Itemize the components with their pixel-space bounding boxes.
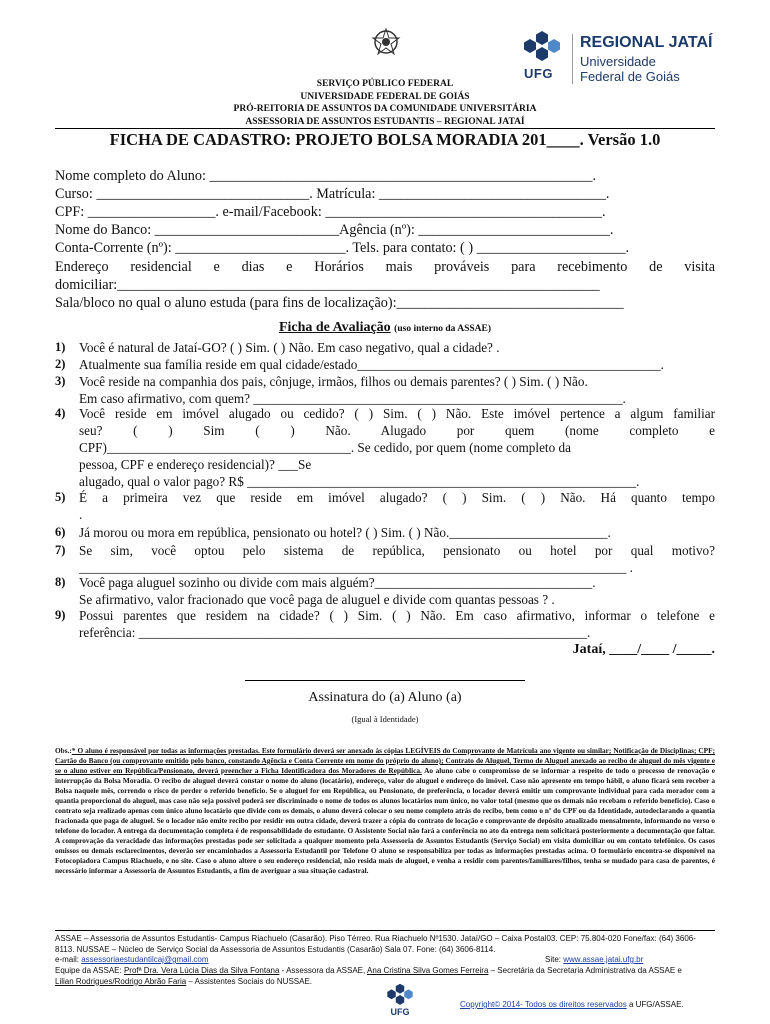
question-text: Você reside na companhia dos pais, cônjuge, irmãos, filhos ou demais parentes? ( ) Sim. ( ) Não. [79,374,588,389]
question-2[interactable] [55,356,715,373]
header-line-1: SERVIÇO PÚBLICO FEDERAL [316,79,454,89]
question-text: Já morou ou mora em república, pensionato ou hotel? ( ) Sim. ( ) Não.________________________. [79,525,611,540]
footer-contact [55,955,715,966]
obs-prefix: Obs.: [55,746,72,755]
question-text: ___________________________________________________________________________________ . [79,560,633,575]
question-text: pessoa, CPF e endereço residencial)? ___Se [79,457,312,472]
question-text: Atualmente sua família reside em qual cidade/estado______________________________________________. [79,357,664,372]
team-member-2: Ana Cristina Silva Gomes Ferreira [367,966,489,975]
question-text: Se afirmativo, valor fracionado que você paga de aluguel e divide com quantas pessoas ? . [79,592,555,607]
question-text: É a primeira vez que reside em imóvel alugado? ( ) Sim. ( ) Não. Há quanto tempo [79,490,715,505]
header-line-2: UNIVERSIDADE FEDERAL DE GOIÁS [300,91,470,102]
team-member-1: Profª Dra. Vera Lúcia Dias da Silva Fontana [123,966,280,975]
ufg-footer-text: UFG [390,1007,410,1017]
question-number: 4) [55,406,66,420]
question-8[interactable] [55,574,715,608]
question-text: seu? ( ) Sim ( ) Não. Alugado por quem (nome completo e [79,423,715,438]
question-text: Você paga aluguel sozinho ou divide com mais alguém?_________________________________. [79,575,596,590]
question-7[interactable] [55,542,715,576]
footer-email-label: e-mail: [55,955,82,964]
field-endereco-label: Endereço residencial e dias e Horários mais prováveis para recebimento de visita [55,259,715,275]
question-5[interactable] [55,489,715,523]
question-number: 5) [55,490,66,504]
footer-site-label: Site: [545,955,564,964]
question-number: 8) [55,575,66,589]
question-4[interactable] [55,405,715,490]
logo-title: REGIONAL JATAÍ [580,34,713,51]
footer-site-link[interactable]: www.assae.jatai.ufg.br [563,955,644,964]
question-6[interactable] [55,524,715,541]
footer-address: ASSAE – Assessoria de Assuntos Estudantis- Campus Riachuelo (Casarão). Piso Térreo. Rua Riachuelo Nº1530. Jataí/GO – Caixa Postal03. CEP: 75.804-020 Fone/fax: (64) 3606-8113. NUSSAE – Núcleo de Serviço Social da Assessoria de Assuntos Estudantis (Casarão) Sala 07. Fone: (64) 3606-8114. [55,934,696,954]
form-title: FICHA DE CADASTRO: PROJETO BOLSA MORADIA 201____. Versão 1.0 [109,130,661,149]
field-conta-tels[interactable]: Conta-Corrente (nº): ________________________. Tels. para contato: ( ) _____________________. [55,240,630,256]
logo-line-2: Federal de Goiás [580,69,680,84]
question-number: 7) [55,543,66,557]
footer-rule [55,930,715,931]
logo-ufg-text: UFG [524,66,553,81]
team-role-2: – Secretária da Secretaria Administrativa da ASSAE e [488,966,682,975]
field-cpf-email[interactable]: CPF: __________________. e-mail/Facebook: _______________________________________. [55,204,606,220]
question-text: CPF)_____________________________________. Se cedido, por quem (nome completo da [79,440,571,455]
team-role-3: – Assistentes Sociais do NUSSAE. [186,976,313,986]
copyright-link[interactable]: Copyright© 2014- Todos os direitos reservados [460,1000,627,1009]
question-number: 9) [55,608,66,622]
question-1[interactable] [55,339,715,356]
logo-divider [572,34,573,84]
signature-sub: (Igual à Identidade) [351,714,419,724]
field-banco-agencia[interactable]: Nome do Banco: __________________________Agência (nº): ___________________________. [55,222,614,238]
question-number: 1) [55,340,66,354]
footer-site [545,955,643,966]
question-text: Em caso afirmativo, com quem? ________________________________________________________. [79,391,626,406]
question-text: Se sim, você optou pelo sistema de república, pensionato ou hotel por qual motivo? [79,543,715,558]
team-member-3: Lilian Rodrigues/Rodrigo Abrão Faria [55,976,187,986]
header-rule [55,128,715,129]
question-text: . [79,507,83,522]
question-3[interactable] [55,373,715,407]
question-text: Possui parentes que residem na cidade? ( ) Sim. ( ) Não. Em caso afirmativo, informar o telefone e [79,608,715,623]
question-number: 6) [55,525,66,539]
question-9[interactable] [55,607,715,641]
field-domiciliar[interactable]: domiciliar:____________________________________________________________________ [55,277,600,293]
question-text: alugado, qual o valor pago? R$ ___________________________________________________________. [79,474,640,489]
field-sala-bloco[interactable]: Sala/bloco no qual o aluno estuda (para fins de localização):________________________________ [55,295,624,311]
observations [55,746,715,876]
question-text: Você é natural de Jataí-GO? ( ) Sim. ( ) Não. Em caso negativo, qual a cidade? . [79,340,500,355]
ufg-hexagon-icon [520,30,564,64]
copyright [460,1000,740,1009]
obs-rest: Ao aluno cabe o compromisso de se informar a respeito de todo o processo de renovação e interrupção da Bolsa Moradia. O recibo de aluguel deverá constar o nome do aluno (locatário), endereço, valor do aluguel e endereço do imóvel. Caso não apresente em tempo hábil, o aluno ficará sem receber a Bolsa naquele mês, correndo o risco de perder o referido benefício. Se o aluguel for em República, ou Pensionato, de preferência, o locador deverá emitir um comprovante individual para cada morador com a quantia proporcional do aluguel, mas caso não seja possível poderá ser discriminado o nome de todos os alunos locatários num único, no valor total (mesmo que os demais não recebam o referido benefício). Caso o contrato seja realizado apenas com único aluno locatário que divide com os demais, o aluno deverá colocar o seu nome completo atrás do recibo, bem como o nº do CPF ou da Identidade, autodeclarando a quantia fracionada que paga de aluguel. Se o locador não emite recibo por residir em outra cidade, deverá trazer a cópia do contrato de locação e comprovante de depósito atualizado mensalmente, informando no verso o telefone do locador. A entrega da documentação completa é de responsabilidade do estudante. O Assistente Social não fará a conferência no ato da entrega nem solicitará posteriormente a documentação que faltar. A comprovação da veracidade das informações prestadas pode ser solicitada a qualquer momento pela Assessoria de Assuntos Estudantis (Serviço Social) em visita domiciliar ou em contato telefônico. Os casos omissos ou demais esclarecimentos, deverão ser encaminhados a Assessoria Estudantil por Telefone O aluno se responsabiliza por todas as informações prestadas acima. O formulário encontra-se disponível na Fotocopiadora Campus Riachuelo, e no site. Caso o aluno altere o seu endereço residencial, não resida mais de aluguel, e venha a residir com parentes/familiares/filhos, tenha se mudado para casa de parentes, é necessário informar a Assessoria de Assuntos Estudantis, a fim de averiguar a sua situação cadastral. [55,766,715,875]
footer-email-link[interactable]: assessoriaestudantilcaj@gmail.com [81,955,209,964]
question-text: referência: ____________________________________________________________________. [79,625,591,640]
field-nome[interactable]: Nome completo do Aluno: ______________________________________________________. [55,168,597,184]
logo-line-1: Universidade [580,54,656,69]
field-curso-matricula[interactable]: Curso: ______________________________. Matrícula: ________________________________. [55,186,610,202]
obs-underlined: * O aluno é responsável por todas as informações prestadas. Este formulário deverá ser anexado às cópias LEGÍVEIS do Comprovante de Matrícula ano vigente ou similar; Notificação de Disciplinas; CPF; Cartão do Banco (ou comprovante emitido pelo banco, constando Agência e Conta Corrente em nome do próprio do aluno); Contrato de Aluguel, Termo de Aluguel anexado ao recibo de aluguel do mês vigente e se o aluno estiver em República/Pensionato, deverá preencher a Ficha Identificadora dos Moradores de República. [55,746,715,775]
signature-line[interactable] [245,680,525,681]
signature-label: Assinatura do (a) Aluno (a) [308,690,462,705]
header-line-4: ASSESSORIA DE ASSUNTOS ESTUDANTIS – REGIONAL JATAÍ [245,116,525,127]
evaluation-title: Ficha de Avaliação [278,320,391,335]
header-line-3: PRÓ-REITORIA DE ASSUNTOS DA COMUNIDADE UNIVERSITÁRIA [233,104,537,114]
date-line[interactable]: Jataí, ____/____ /_____. [572,642,715,657]
question-number: 2) [55,357,66,371]
evaluation-note: (uso interno da ASSAE) [394,324,492,334]
evaluation-heading [55,320,715,336]
question-text: Você reside em imóvel alugado ou cedido? ( ) Sim. ( ) Não. Este imóvel pertence a algum familiar [79,406,715,421]
brasao-crest-icon [368,24,404,60]
copyright-tail: a UFG/ASSAE. [626,1000,684,1009]
team-prefix: Equipe da ASSAE: [55,966,124,975]
question-number: 3) [55,374,66,388]
team-role-1: - Assessora da ASSAE, [279,966,368,975]
